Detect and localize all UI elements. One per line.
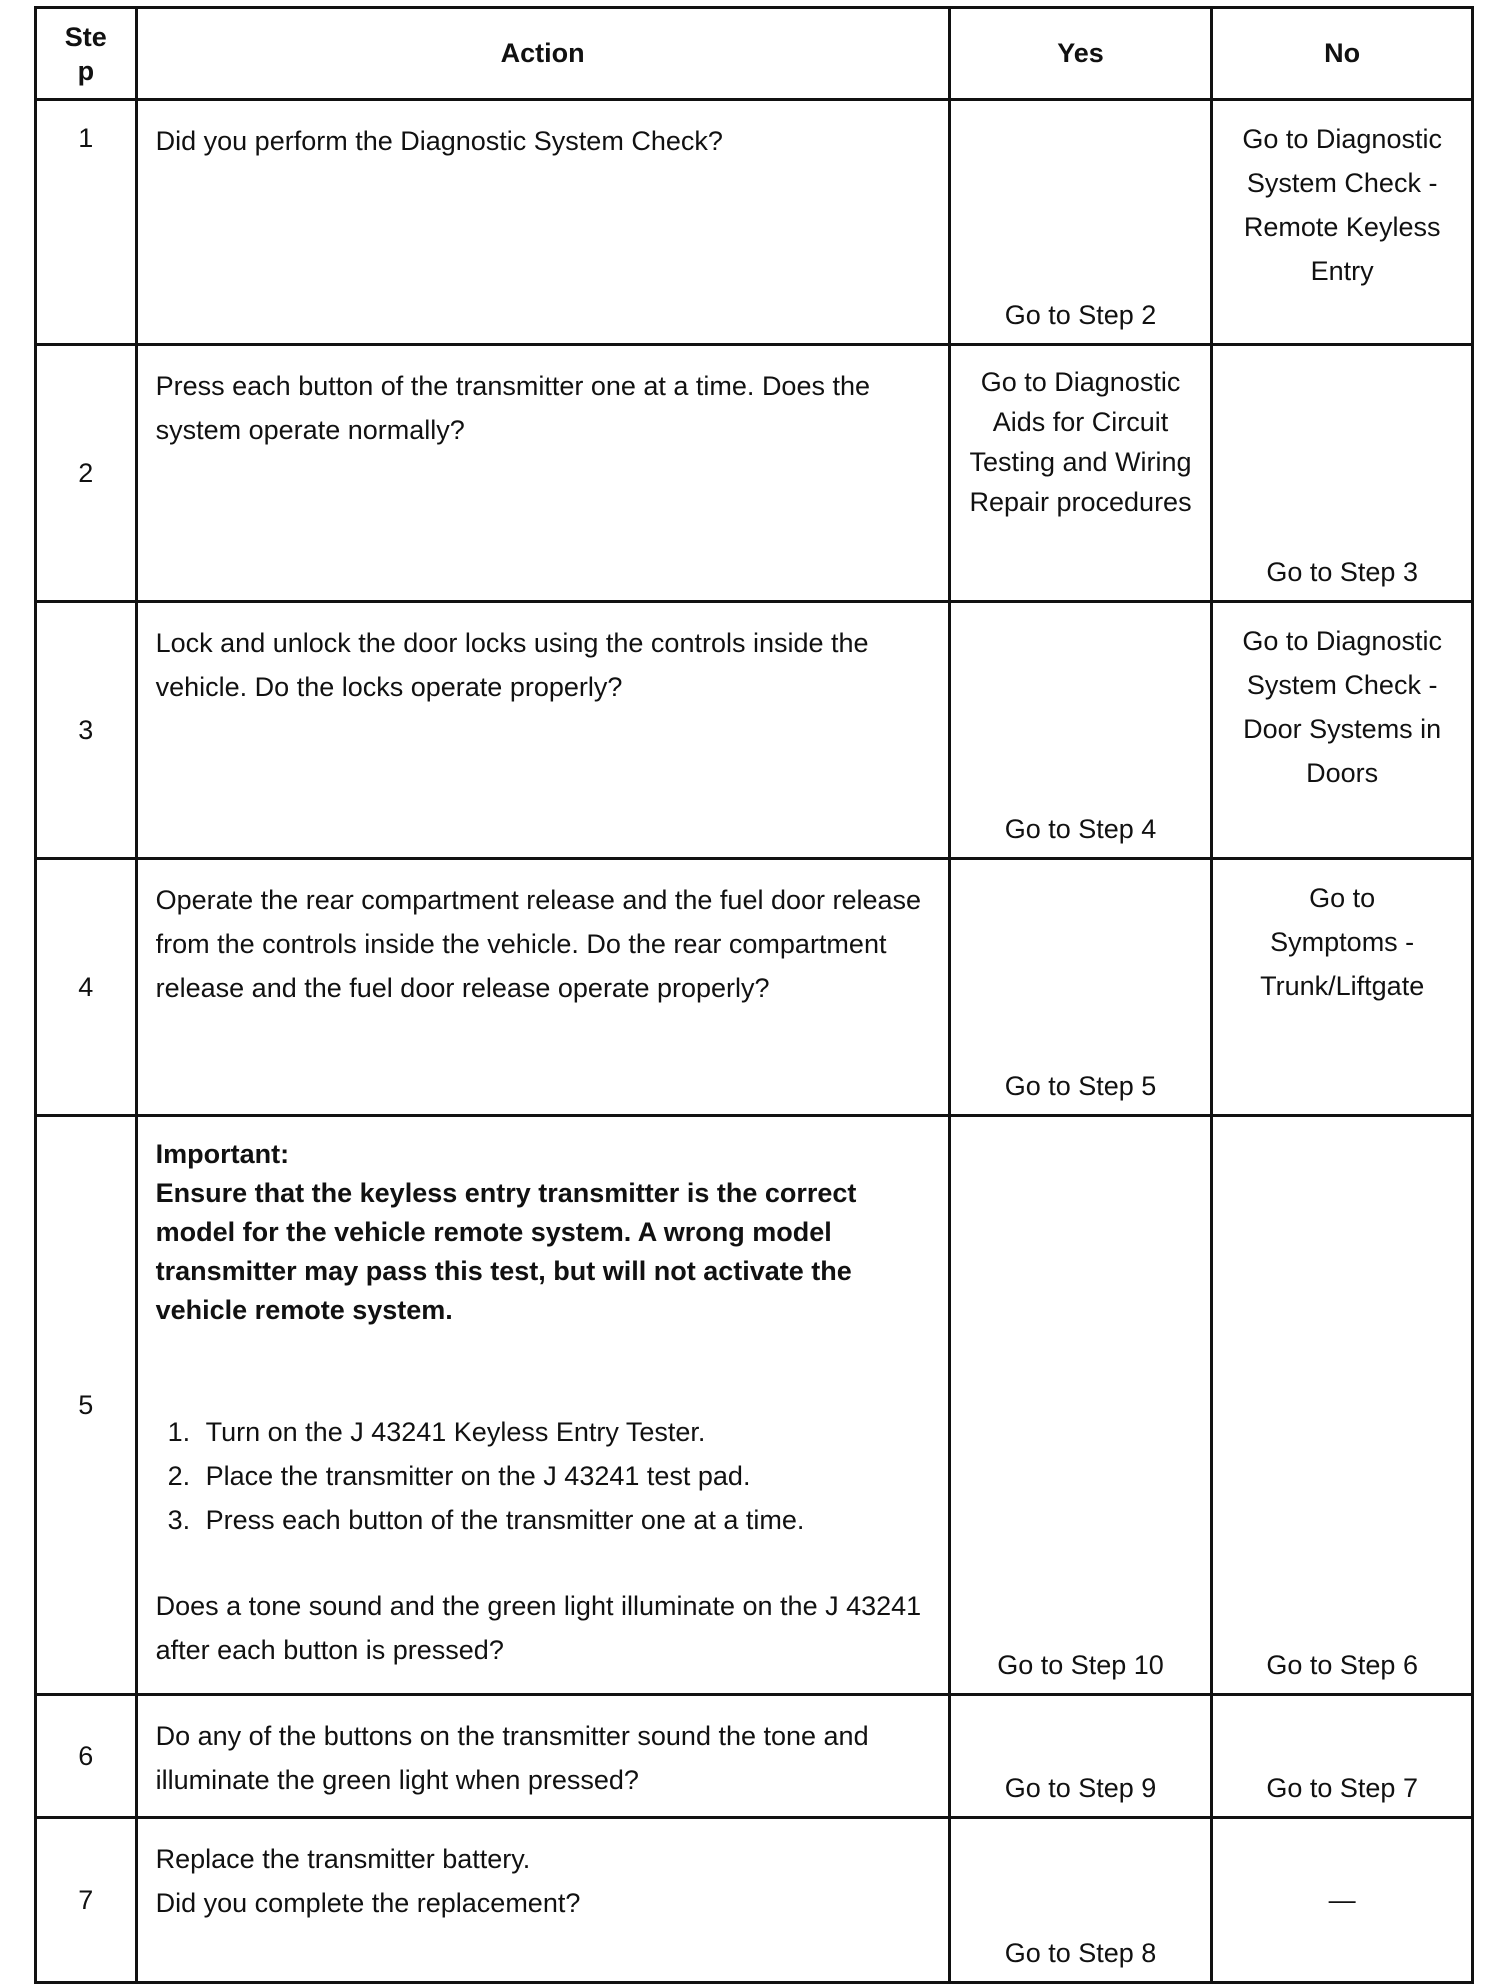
no-cell: [1212, 345, 1473, 602]
list-item: 3. Press each button of the transmitter one at a time.: [198, 1498, 934, 1542]
no-text: Go to Step 3: [1266, 557, 1418, 587]
yes-cell: [949, 345, 1212, 602]
action-text: Did you complete the replacement?: [155, 1888, 581, 1918]
no-text: Go to Diagnostic System Check - Door Systems in Doors: [1242, 626, 1442, 788]
no-text: Go to Symptoms - Trunk/Liftgate: [1260, 883, 1425, 1001]
action-cell: [136, 1695, 949, 1818]
step-number: 7: [36, 1818, 137, 1983]
yes-cell: [949, 100, 1212, 345]
table-row: [36, 100, 1473, 345]
yes-cell: [949, 1695, 1212, 1818]
table-row: [36, 1116, 1473, 1695]
list-item: 1. Turn on the J 43241 Keyless Entry Tester.: [198, 1410, 934, 1454]
action-cell: [136, 100, 949, 345]
action-text: Did you perform the Diagnostic System Check?: [155, 126, 723, 156]
yes-cell: [949, 602, 1212, 859]
header-row: [36, 8, 1473, 100]
table-row: [36, 1695, 1473, 1818]
step-number: 6: [36, 1695, 137, 1818]
substep-list: [156, 1410, 934, 1542]
step-number: 1: [36, 100, 137, 345]
important-label: Important:: [155, 1139, 290, 1169]
no-cell: [1212, 859, 1473, 1116]
no-text: Go to Diagnostic System Check - Remote Keyless Entry: [1242, 124, 1442, 286]
step-number: 4: [36, 859, 137, 1116]
list-item: 2. Place the transmitter on the J 43241 test pad.: [198, 1454, 934, 1498]
yes-text: Go to Step 8: [1004, 1938, 1157, 1968]
action-cell: [136, 1116, 949, 1695]
yes-text: Go to Diagnostic Aids for Circuit Testing and Wiring Repair procedures: [969, 367, 1192, 517]
action-text: Do any of the buttons on the transmitter sound the tone and illuminate the green light when pressed?: [155, 1721, 869, 1795]
header-action: Action: [136, 8, 949, 100]
header-no: No: [1212, 8, 1473, 100]
yes-cell: [949, 1818, 1212, 1983]
yes-cell: [949, 1116, 1212, 1695]
step-number: 3: [36, 602, 137, 859]
step-number: 5: [36, 1116, 137, 1695]
diagnostic-table: [34, 6, 1474, 1984]
yes-text: Go to Step 10: [997, 1650, 1164, 1680]
important-text: Ensure that the keyless entry transmitter is the correct model for the vehicle remote system. A wrong model transmitter may pass this test, but will not activate the vehicle remote system.: [155, 1178, 857, 1325]
no-cell: [1212, 1116, 1473, 1695]
action-text: Lock and unlock the door locks using the controls inside the vehicle. Do the locks operate properly?: [155, 628, 869, 702]
question-text: Does a tone sound and the green light illuminate on the J 43241 after each button is pressed?: [155, 1591, 922, 1665]
table-row: [36, 602, 1473, 859]
action-cell: [136, 602, 949, 859]
yes-cell: [949, 859, 1212, 1116]
step-number: 2: [36, 345, 137, 602]
table-row: [36, 1818, 1473, 1983]
no-cell: [1212, 1695, 1473, 1818]
no-cell: [1212, 1818, 1473, 1983]
yes-text: Go to Step 4: [1004, 814, 1157, 844]
yes-text: Go to Step 5: [1004, 1071, 1157, 1101]
no-text: Go to Step 7: [1266, 1773, 1418, 1803]
action-text: Operate the rear compartment release and the fuel door release from the controls inside the vehicle. Do the rear compartment release and the fuel door release operate properly?: [155, 885, 922, 1003]
action-text: Press each button of the transmitter one at a time. Does the system operate normally?: [155, 371, 871, 445]
no-cell: [1212, 602, 1473, 859]
yes-text: Go to Step 2: [1004, 300, 1157, 330]
table-row: [36, 859, 1473, 1116]
no-text: —: [1328, 1885, 1356, 1915]
header-step: Step: [36, 8, 137, 100]
action-cell: [136, 345, 949, 602]
yes-text: Go to Step 9: [1004, 1773, 1157, 1803]
header-yes: Yes: [949, 8, 1212, 100]
action-cell: [136, 859, 949, 1116]
action-text: Replace the transmitter battery.: [155, 1844, 531, 1874]
action-cell: [136, 1818, 949, 1983]
no-text: Go to Step 6: [1266, 1650, 1418, 1680]
no-cell: [1212, 100, 1473, 345]
table-row: [36, 345, 1473, 602]
